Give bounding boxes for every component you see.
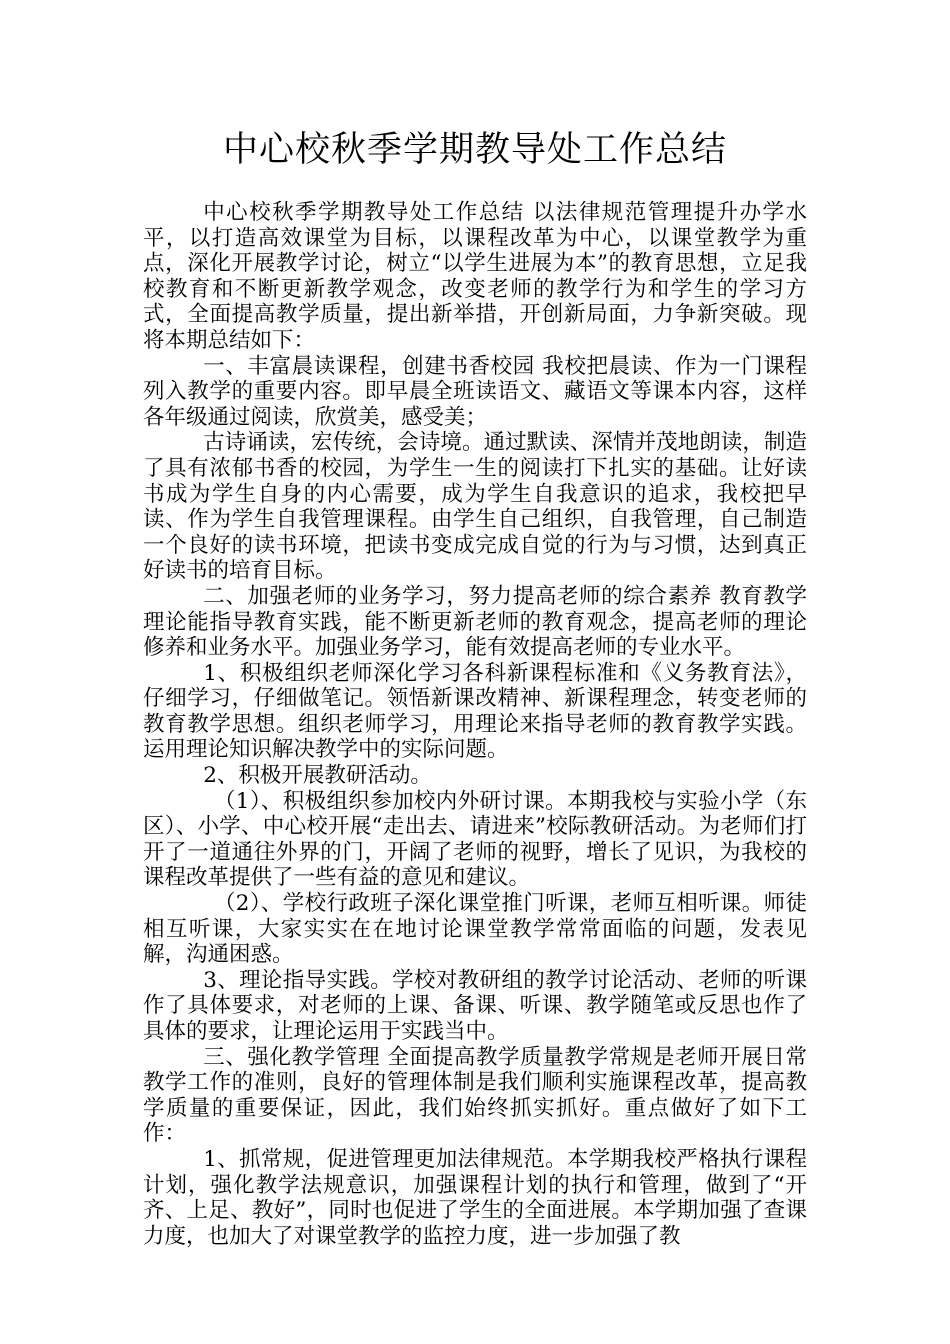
paragraph-item-2-3: 3、理论指导实践。学校对教研组的教学讨论活动、老师的听课作了具体要求，对老师的上课、备课、听课、教学随笔或反思也作了具体的要求，让理论运用于实践当中。 bbox=[143, 967, 807, 1044]
paragraph-poetry: 古诗诵读，宏传统，会诗境。通过默读、深情并茂地朗读，制造了具有浓郁书香的校园，为学生一生的阅读打下扎实的基础。让好读书成为学生自身的内心需要，成为学生自我意识的追求，我校把早读、作为学生自我管理课程。由学生自己组织，自我管理，自己制造一个良好的读书环境，把读书变成完成自觉的行为与习惯，达到真正好读书的培育目标。 bbox=[143, 430, 807, 584]
paragraph-section-1: 一、丰富晨读课程，创建书香校园 我校把晨读、作为一门课程列入教学的重要内容。即早晨全班读语文、藏语文等课本内容，这样各年级通过阅读，欣赏美，感受美； bbox=[143, 353, 807, 430]
paragraph-section-2: 二、加强老师的业务学习，努力提高老师的综合素养 教育教学理论能指导教育实践，能不断更新老师的教育观念，提高老师的理论修养和业务水平。加强业务学习，能有效提高老师的专业水平。 bbox=[143, 583, 807, 661]
paragraph-item-2-1: 1、积极组织老师深化学习各科新课程标准和《义务教育法》，仔细学习，仔细做笔记。领悟新课改精神、新课程理念，转变老师的教育教学思想。组织老师学习，用理论来指导老师的教育教学实践。运用理论知识解决教学中的实际问题。 bbox=[143, 660, 807, 763]
paragraph-item-2-2-1: （1）、积极组织参加校内外研讨课。本期我校与实验小学（东区）、小学、中心校开展“走出去、请进来”校际教研活动。为老师们打开了一道通往外界的门，开阔了老师的视野，增长了见识，为我校的课程改革提供了一些有益的意见和建议。 bbox=[143, 788, 807, 891]
paragraph-item-2-2: 2、积极开展教研活动。 bbox=[203, 763, 432, 789]
paragraph-item-2-2-2: （2）、学校行政班子深化课堂推门听课，老师互相听课。师徒相互听课，大家实实在在地讨论课堂教学常常面临的问题，发表见解，沟通困惑。 bbox=[143, 891, 807, 968]
paragraph-item-3-1: 1、抓常规，促进管理更加法律规范。本学期我校严格执行课程计划，强化教学法规意识，加强课程计划的执行和管理，做到了“开齐、上足、教好”，同时也促进了学生的全面进展。本学期加强了查课力度，也加大了对课堂教学的监控力度，进一步加强了教 bbox=[143, 1146, 807, 1249]
document-title: 中心校秋季学期教导处工作总结 bbox=[222, 130, 727, 170]
paragraph-section-3: 三、强化教学管理 全面提高教学质量教学常规是老师开展日常教学工作的准则，良好的管理体制是我们顺利实施课程改革，提高教学质量的重要保证，因此，我们始终抓实抓好。重点做好了如下工作： bbox=[143, 1044, 807, 1147]
paragraph-intro: 中心校秋季学期教导处工作总结 以法律规范管理提升办学水平，以打造高效课堂为目标，以课程改革为中心，以课堂教学为重点，深化开展教学讨论，树立“以学生进展为本”的教育思想，立足我校教育和不断更新教学观念，改变老师的教学行为和学生的学习方式，全面提高教学质量，提出新举措，开创新局面，力争新突破。现将本期总结如下： bbox=[143, 200, 807, 353]
document-body bbox=[143, 200, 807, 1249]
